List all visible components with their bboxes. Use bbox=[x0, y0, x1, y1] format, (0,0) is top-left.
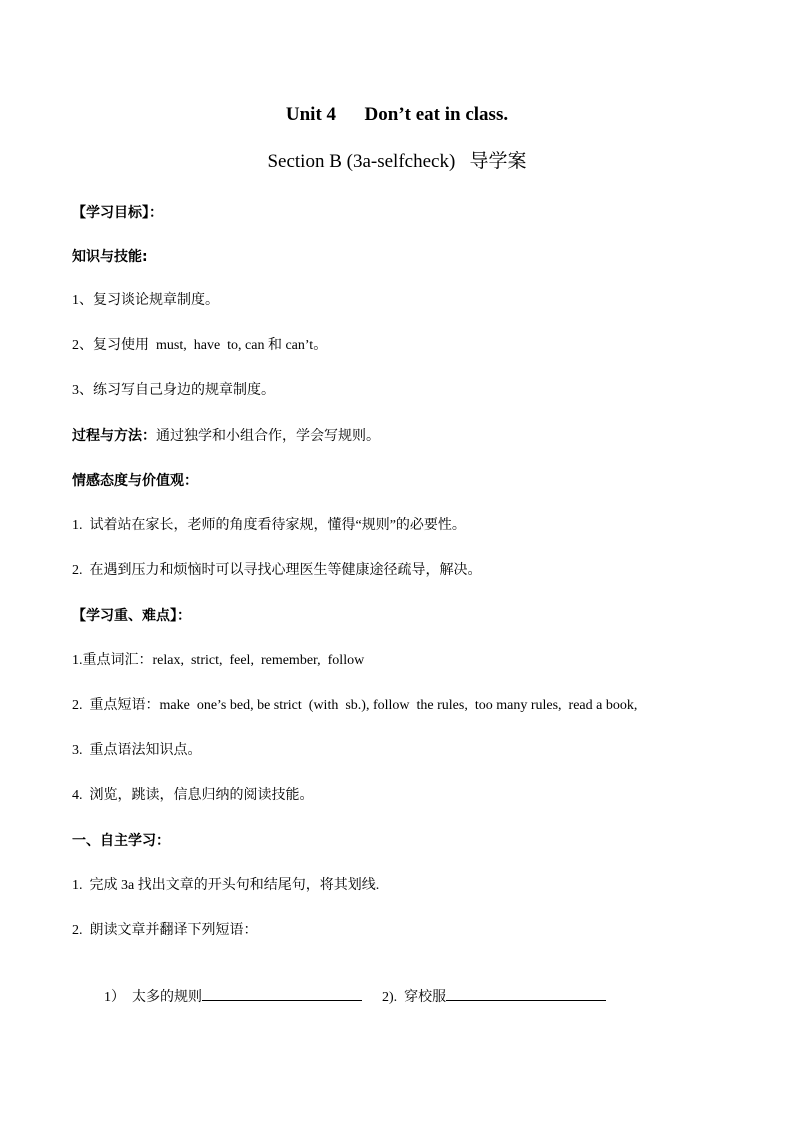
fill-item-label: 1） 太多的规则 bbox=[104, 990, 202, 1005]
knowledge-item: 1、复习谈论规章制度。 bbox=[72, 293, 219, 308]
answer-blank[interactable] bbox=[202, 986, 362, 1001]
fill-item-label: 2). 穿校服 bbox=[382, 990, 447, 1005]
key-points-heading: 【学习重、难点】： bbox=[72, 608, 191, 624]
process-text: 通过独学和小组合作，学会写规则。 bbox=[156, 429, 380, 444]
unit-title: Unit 4 Don’t eat in class. bbox=[285, 104, 509, 125]
process-line bbox=[72, 426, 380, 447]
key-point-item: 4. 浏览，跳读，信息归纳的阅读技能。 bbox=[72, 788, 314, 803]
knowledge-heading: 知识与技能: bbox=[72, 249, 148, 265]
emotion-item: 2. 在遇到压力和烦恼时可以寻找心理医生等健康途径疏导，解决。 bbox=[72, 563, 482, 578]
knowledge-item: 3、练习写自己身边的规章制度。 bbox=[72, 383, 275, 398]
fill-in-row bbox=[90, 966, 606, 1028]
key-point-item: 1.重点词汇：relax, strict, feel, remember, follow bbox=[72, 653, 365, 668]
self-study-heading: 一、自主学习： bbox=[72, 833, 170, 849]
emotion-heading: 情感态度与价值观： bbox=[72, 473, 198, 489]
self-study-item: 2. 朗读文章并翻译下列短语： bbox=[72, 923, 258, 938]
section-subtitle: Section B (3a-selfcheck) 导学案 bbox=[267, 151, 527, 172]
answer-blank[interactable] bbox=[446, 986, 606, 1001]
knowledge-item: 2、复习使用 must, have to, can 和 can’t。 bbox=[72, 338, 328, 353]
process-label: 过程与方法： bbox=[72, 428, 156, 444]
key-point-item: 2. 重点短语：make one’s bed, be strict (with sb.), follow the rules, too many rules, read a book, bbox=[72, 698, 638, 713]
objectives-heading: 【学习目标】： bbox=[72, 205, 163, 221]
self-study-item: 1. 完成 3a 找出文章的开头句和结尾句，将其划线. bbox=[72, 878, 380, 893]
emotion-item: 1. 试着站在家长，老师的角度看待家规，懂得“规则”的必要性。 bbox=[72, 518, 466, 533]
key-point-item: 3. 重点语法知识点。 bbox=[72, 743, 202, 758]
